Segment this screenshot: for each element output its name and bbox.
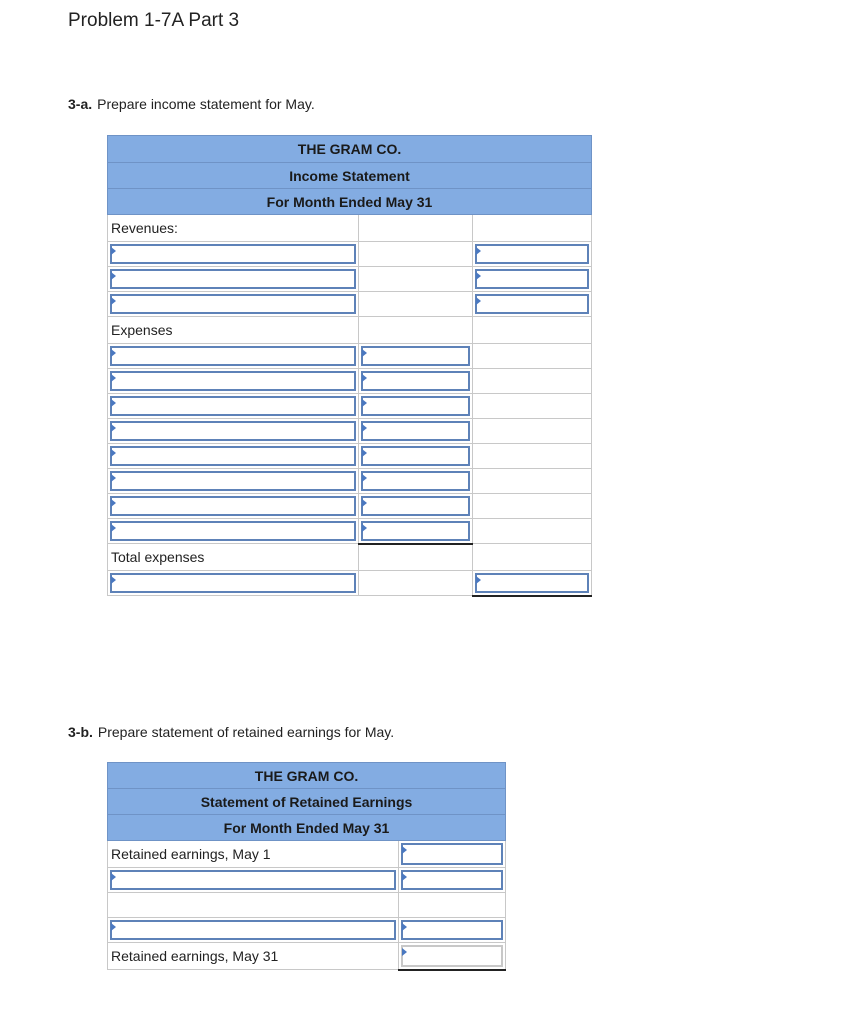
expenses-label: Expenses (108, 317, 359, 344)
re-end-amount-input[interactable] (401, 945, 503, 967)
expense-amount-input[interactable] (361, 446, 470, 466)
part-b-instruction (68, 724, 394, 740)
statement-title-b: Statement of Retained Earnings (108, 789, 506, 815)
expense-row (108, 469, 592, 494)
statement-title: Income Statement (108, 163, 592, 189)
expense-amount-input[interactable] (361, 371, 470, 391)
net-income-label-input[interactable] (110, 573, 356, 593)
expense-amount-input[interactable] (361, 346, 470, 366)
re-deduction-amount-input[interactable] (401, 920, 503, 940)
part-b-id: 3-b. (68, 724, 93, 740)
expense-account-input[interactable] (110, 421, 356, 441)
re-end-label: Retained earnings, May 31 (108, 943, 399, 970)
revenue-row (108, 242, 592, 267)
income-statement-table (107, 135, 592, 597)
expense-amount-input[interactable] (361, 396, 470, 416)
re-end-row (108, 943, 506, 970)
re-deduction-row (108, 918, 506, 943)
expense-account-input[interactable] (110, 446, 356, 466)
revenues-header-row (108, 215, 592, 242)
net-income-row (108, 571, 592, 596)
expense-row (108, 369, 592, 394)
re-addition-amount-input[interactable] (401, 870, 503, 890)
expense-row (108, 394, 592, 419)
re-begin-row (108, 841, 506, 868)
expense-account-input[interactable] (110, 521, 356, 541)
re-blank-row (108, 893, 506, 918)
re-addition-row (108, 868, 506, 893)
revenue-amount-input[interactable] (475, 269, 589, 289)
expenses-header-row (108, 317, 592, 344)
revenue-amount-input[interactable] (475, 244, 589, 264)
expense-amount-input[interactable] (361, 421, 470, 441)
revenue-row (108, 267, 592, 292)
expense-amount-input[interactable] (361, 521, 470, 541)
re-begin-amount-input[interactable] (401, 843, 503, 865)
re-addition-label-input[interactable] (110, 870, 396, 890)
revenue-amount-input[interactable] (475, 294, 589, 314)
company-name-b: THE GRAM CO. (108, 763, 506, 789)
revenue-row (108, 292, 592, 317)
expense-amount-input[interactable] (361, 471, 470, 491)
company-name: THE GRAM CO. (108, 136, 592, 163)
total-expenses-row (108, 544, 592, 571)
expense-row (108, 494, 592, 519)
expense-row (108, 444, 592, 469)
expense-amount-input[interactable] (361, 496, 470, 516)
page-title: Problem 1-7A Part 3 (68, 10, 240, 31)
expense-account-input[interactable] (110, 371, 356, 391)
expense-row (108, 519, 592, 544)
statement-period: For Month Ended May 31 (108, 189, 592, 215)
part-b-text: Prepare statement of retained earnings for May. (97, 724, 395, 740)
expense-row (108, 419, 592, 444)
re-deduction-label-input[interactable] (110, 920, 396, 940)
expense-account-input[interactable] (110, 396, 356, 416)
part-a-instruction (68, 96, 315, 112)
net-income-amount-input[interactable] (475, 573, 589, 593)
expense-account-input[interactable] (110, 346, 356, 366)
revenue-account-input[interactable] (110, 294, 356, 314)
part-a-id: 3-a. (68, 96, 93, 112)
expense-account-input[interactable] (110, 471, 356, 491)
expense-row (108, 344, 592, 369)
revenues-label: Revenues: (108, 215, 359, 242)
retained-earnings-table (107, 762, 506, 971)
re-begin-label: Retained earnings, May 1 (108, 841, 399, 868)
total-expenses-label: Total expenses (108, 544, 359, 571)
statement-period-b: For Month Ended May 31 (108, 815, 506, 841)
expense-account-input[interactable] (110, 496, 356, 516)
part-a-text: Prepare income statement for May. (97, 96, 315, 112)
revenue-account-input[interactable] (110, 244, 356, 264)
revenue-account-input[interactable] (110, 269, 356, 289)
